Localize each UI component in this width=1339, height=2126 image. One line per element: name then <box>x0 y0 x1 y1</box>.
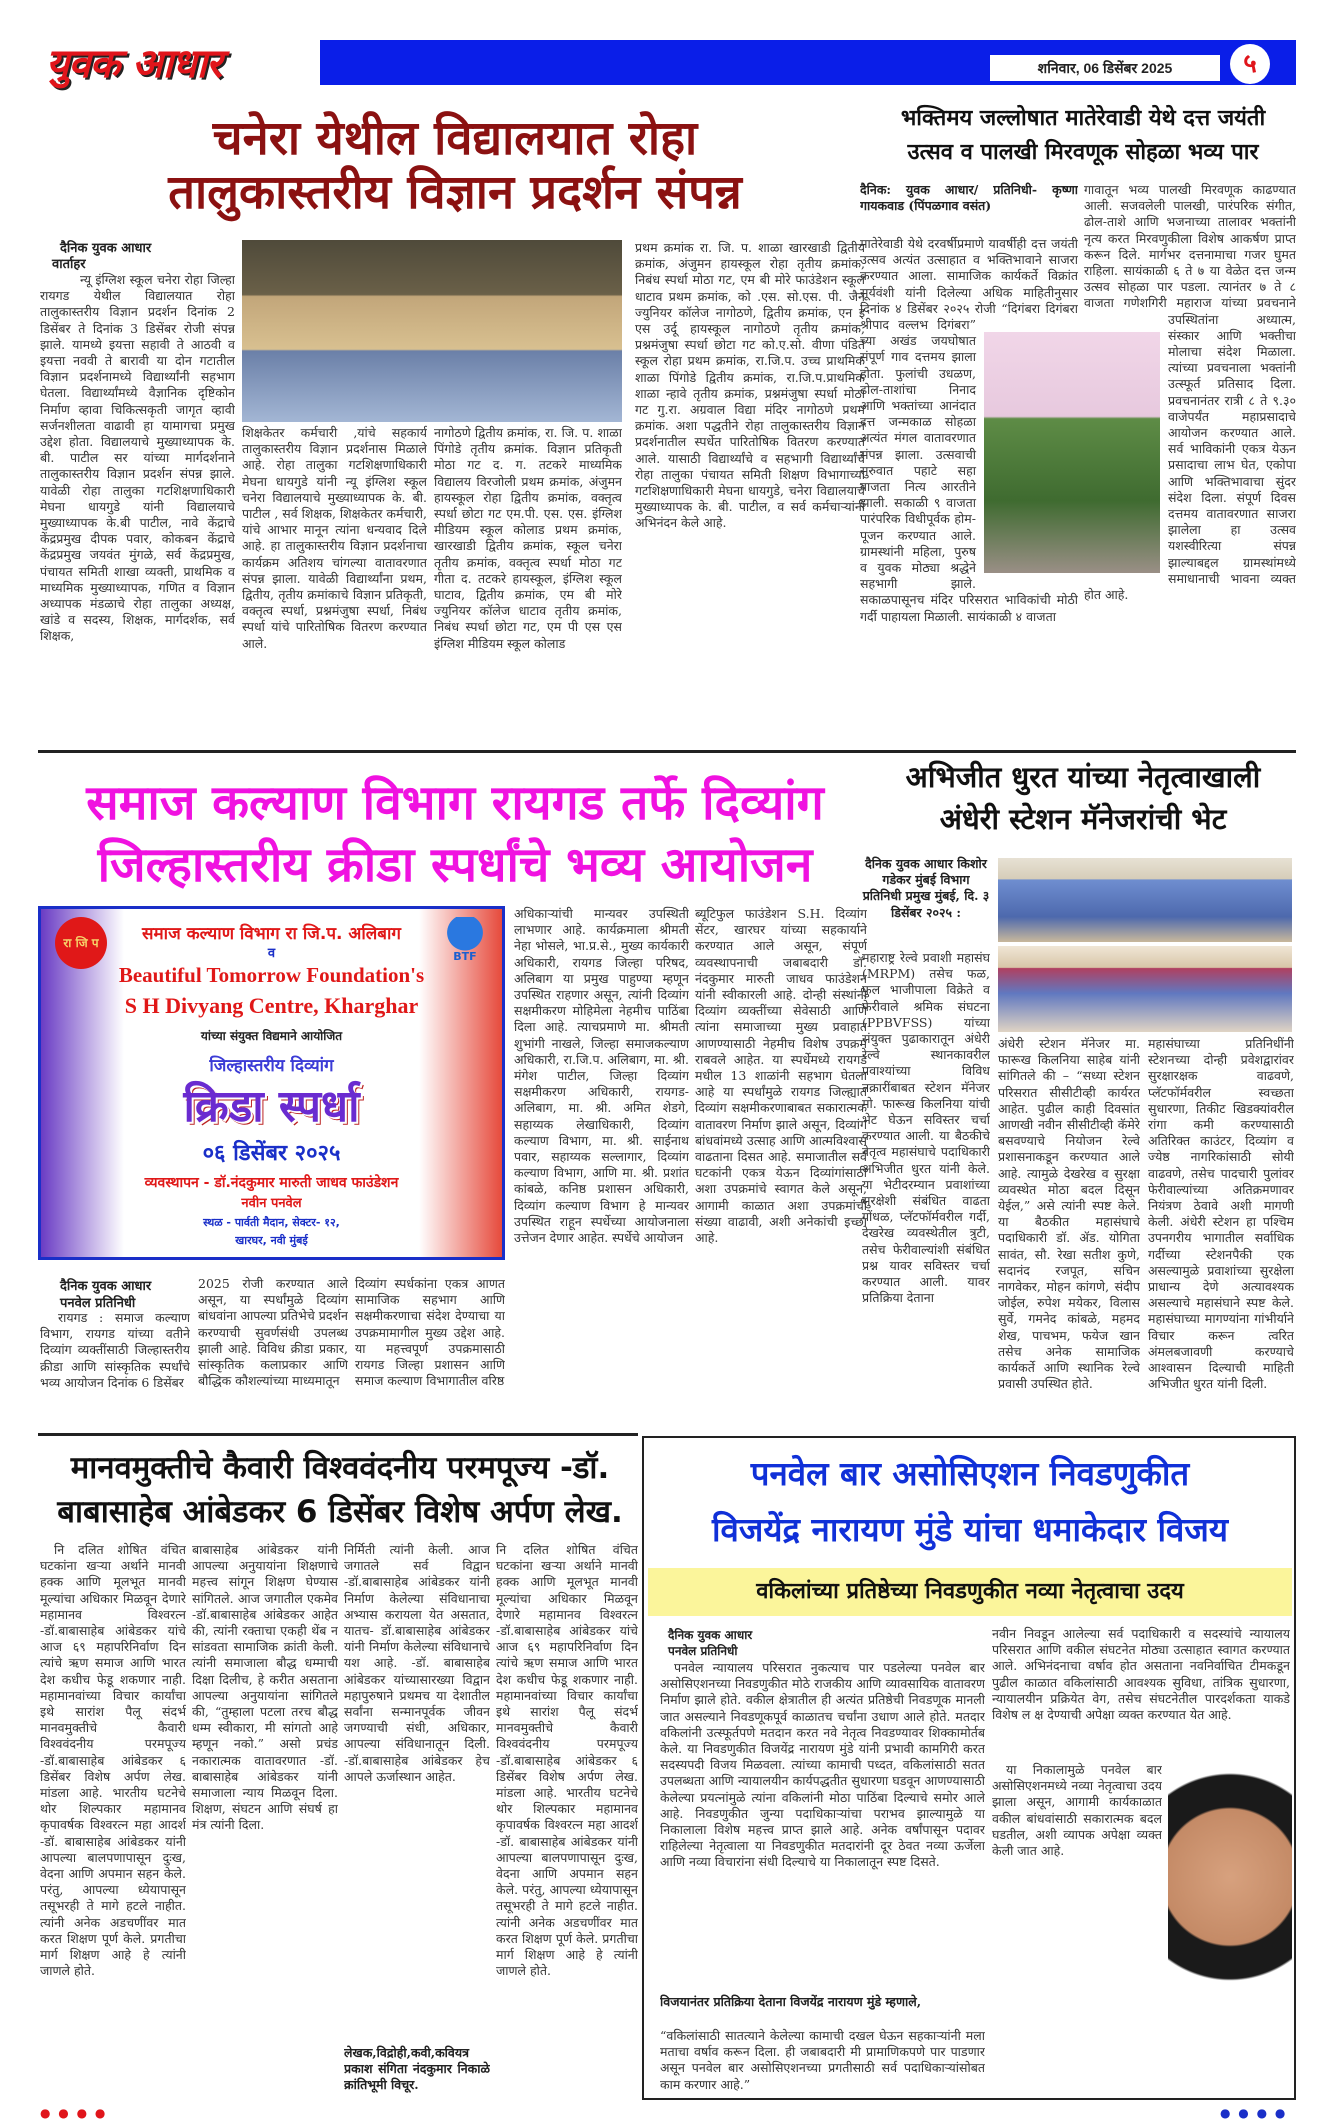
poster-management: व्यवस्थापन - डॉ.नंदकुमार मारुती जाधव फाउंडेशन <box>144 1175 399 1191</box>
meeting-photo <box>998 858 1292 942</box>
vijayendra-munde-portrait <box>1168 1760 1292 2094</box>
byline: दैनिक युवक आधार <box>60 241 152 256</box>
poster-text: व <box>267 946 276 961</box>
article-column: नागोठणे द्वितीय क्रमांक, रा. जि. प. शाळा पिंगोडे तृतीय क्रमांक. विज्ञान प्रतिकृती मोठा गट द. ग. तटकरे माध्यमिक विद्यालय विरजोली प्रथम क्रमांक, अंजुमन हायस्कूल रोहा द्वितीय क्रमांक, वक्तृत्व स्पर्धा छोटा गट एम.पी. एस. एस. इंग्लिश मीडियम स्कूल कोलाड प्रथम क्रमांक, खारखाडी द्वितीय क्रमांक, स्कूल चनेरा तृतीय क्रमांक, वक्तृत्व स्पर्धा मोठा गट गीता द. तटकरे हायस्कूल, इंग्लिश स्कूल घाटाव, द्वितीय क्रमांक, एम बी मोरे ज्युनियर कॉलेज धाटाव तृतीय क्रमांक, निबंध स्पर्धा छोटा गट, एम पी एस एस इंग्लिश मीडियम स्कूल कोलाड <box>434 425 622 651</box>
headline-line: उत्सव व पालखी मिरवणूक सोहळा भव्य पार <box>907 140 1259 165</box>
footer-dots-left: ● ● ● ● <box>40 2106 108 2120</box>
headline-line: जिल्हास्तरीय क्रीडा स्पर्धांचे भव्य आयोजन <box>97 837 813 893</box>
article-science-exhibition-headline <box>40 112 870 220</box>
poster-venue: खारघर, नवी मुंबई <box>235 1234 308 1247</box>
article-column: शिक्षकेतर कर्मचारी ,यांचे सहकार्य तालुकास्तरीय विज्ञान प्रदर्शनास मिळाले आहे. रोहा तालुका गटशिक्षणाधिकारी मेघना धायगुडे यांनी न्यू इंग्लिश स्कूल चनेरा विद्यालयाचे मुख्याध्यापक के. बी. पाटील , सर्व शिक्षक, शिक्षकेतर कर्मचारी, यांचे आभार मानून त्यांना धन्यवाद दिले आहे. हा तालुकास्तरीय विज्ञान प्रदर्शनाचा कार्यक्रम अतिशय चांगल्या वातावरणात संपन्न झाला. यावेळी विद्यार्थ्यांना प्रथम, द्वितीय, तृतीय क्रमांकाचे विज्ञान प्रतिकृती, वक्तृत्व स्पर्धा, प्रश्नमंजुषा स्पर्धा, निबंध स्पर्धा यांचे पारितोषिक वितरण करण्यात आले. <box>242 425 427 651</box>
group-photo <box>998 946 1292 1032</box>
article-andheri-station-headline <box>870 756 1296 840</box>
headline-line: मानवमुक्तीचे कैवारी विश्ववंदनीय परमपूज्य -डॉ. <box>70 1450 610 1486</box>
byline: दैनिक युवक आधार किशोर गडेकर मुंबई विभाग प्रतिनिधी प्रमुख मुंबई, दि. ३ डिसेंबर २०२५ : <box>862 856 990 920</box>
article-column: प्रथम क्रमांक रा. जि. प. शाळा खारखाडी द्वितीय क्रमांक, अंजुमन हायस्कूल रोहा तृतीय क्रमांक, निबंध स्पर्धा मोठा गट, एम बी मोरे फाउंडेशन स्कूल धाटाव प्रथम क्रमांक, को .एस. सो.एस. पी. जैन ज्युनियर कॉलेज नागोठणे, द्वितीय क्रमांक, एन इ एस उर्दू हायस्कूल नागोठणे तृतीय क्रमांक, प्रश्नमंजुषा स्पर्धा छोटा गट को.ए.सो. वीणा पंडित स्कूल रोहा प्रथम क्रमांक, रा.जि.प. उच्च प्राथमिक शाळा पिंगोडे द्वितीय क्रमांक, रा.जि.प.प्राथमिक शाळा न्हावे तृतीय क्रमांक, प्रश्नमंजुषा स्पर्धा मोठा गट गु.रा. अग्रवाल विद्या मंदिर नागोठणे प्रथम क्रमांक. अशा पद्धतीने रोहा तालुकास्तरीय विज्ञान प्रदर्शनातील स्पर्धेत पारितोषिक वितरण करण्यात आले. यासाठी विद्यार्थ्यांचे व सहभागी विद्यार्थ्यांचे रोहा तालुका पंचायत समिती शिक्षण विभागाच्या गटशिक्षणाधिकारी मेघना धायगुडे, चनेरा विद्यालयाचे मुख्याध्यापक के. बी. पाटील, व सर्व कर्मचाऱ्यांनी अभिनंदन केले आहे. <box>635 240 865 531</box>
headline-line: तालुकास्तरीय विज्ञान प्रदर्शन संपन्न <box>168 165 742 221</box>
headline-line: पनवेल बार असोसिएशन निवडणुकीत <box>750 1454 1190 1493</box>
zp-logo: रा जि प <box>55 917 107 969</box>
newspaper-logo: युवक आधार <box>38 40 320 88</box>
article-column: निर्मिती त्यांनी केली. आज जगातले सर्व विद्वान -डॉ.बाबासाहेब आंबेडकर यांनी निर्माण केलेल्या संविधानाचा अभ्यास करायला येत असतात, यातच- डॉ.बाबासाहेब आंबेडकर यांनी निर्माण केलेल्या संविधानाचे यश आहे. -डॉ. बाबासाहेब आंबेडकर यांच्यासारख्या विद्वान महापुरुषाने प्रथमच या देशातील सर्वांना सन्मानपूर्वक जीवन जगण्याची संधी, अधिकार, आपल्या संविधानातून दिली. -डॉ.बाबासाहेब आंबेडकर हेच आपले ऊर्जास्थान आहेत. <box>344 1542 490 1784</box>
byline: दैनिक युवक आधार <box>60 1279 152 1294</box>
author-credit: लेखक,विद्रोही,कवी,कवियत्र प्रकाश संगिता नंदकुमार निकाळे क्रांतिभूमी विचूर. <box>344 2045 490 2093</box>
poster-text: यांच्या संयुक्त विद्यमाने आयोजित <box>200 1029 343 1043</box>
page-number: ५ <box>1230 44 1270 84</box>
btf-logo: BTF <box>440 917 490 969</box>
article-column: नवीन निवडून आलेल्या सर्व पदाधिकारी व सदस्यांचे न्यायालय परिसरात आणि वकील संघटनेत मोठ्या उत्साहात स्वागत करण्यात आले. अभिनंदनाचा वर्षाव होत असताना नवनिर्वाचित टीमकडून पुढील काळात वकिलांसाठी आवश्यक सुविधा, तांत्रिक सुधारणा, न्यायालयीन प्रक्रियेत वेग, तसेच संघटनेतील पारदर्शकता याकडे विशेष ल क्ष देण्याची अपेक्षा व्यक्त करण्यात येत आहे. <box>992 1626 1290 1723</box>
headline-line: अंधेरी स्टेशन मॅनेजरांची भेट <box>939 802 1227 836</box>
section-divider <box>38 750 1296 753</box>
byline: पनवेल प्रतिनिधी <box>60 1296 136 1311</box>
article-datta-jayanti-headline <box>870 102 1296 170</box>
headline-line: अभिजीत धुरत यांच्या नेतृत्वाखाली <box>905 760 1261 794</box>
poster-centre: S H Divyang Centre, Kharghar <box>124 993 419 1018</box>
headline-line: समाज कल्याण विभाग रायगड तर्फे दिव्यांग <box>86 775 824 831</box>
poster-title: क्रिडा स्पर्धा <box>183 1081 360 1132</box>
byline: वार्ताहर <box>52 257 86 272</box>
poster-subtitle: जिल्हास्तरीय दिव्यांग <box>209 1056 334 1076</box>
article-column: अधिकाऱ्यांची मान्यवर उपस्थिती लाभणार आहे. कार्यक्रमाला श्रीमती नेहा भोसले, भा.प्र.से., मुख्य कार्यकारी अधिकारी, रायगड जिल्हा परिषद, अलिबाग या प्रमुख पाहुण्या म्हणून उपस्थित राहणार असून, त्यांनी दिव्यांग सक्षमीकरण मोहिमेला नेहमीच पाठिंबा दिला आहे. त्याचप्रमाणे मा. श्रीमती शुभांगी नाखले, जिल्हा समाजकल्याण अधिकारी, रा.जि.प. अलिबाग, मा. श्री. मंगेश पाटील, जिल्हा दिव्यांग सक्षमीकरण अधिकारी, रायगड-अलिबाग, मा. श्री. अमित शेडगे, सहाय्यक लेखाधिकारी, दिव्यांग कल्याण विभाग, मा. श्री. साईनाथ पवार, सहाय्यक सल्लागार, दिव्यांग कल्याण विभाग, आणि मा. श्री. प्रशांत कांबळे, कनिष्ठ प्रशासन अधिकारी, दिव्यांग कल्याण विभाग हे मान्यवर उपस्थित राहून स्पर्धेच्या आयोजनाला उत्तेजन देणार आहेत. स्पर्धेचे आयोजन <box>514 906 689 1246</box>
article-column: महाराष्ट्र रेल्वे प्रवाशी महासंघ (MRPM) तसेच फळ, फुल भाजीपाला विक्रेते व फेरीवाले श्रमिक संघटना (PPBVFSS) यांच्या संयुक्त पुढाकारातून अंधेरी रेल्वे स्थानकावरील प्रवाश्यांच्या विविध तक्रारींबाबत स्टेशन मॅनेजर मो. फारूख किलनिया यांची भेट घेऊन सविस्तर चर्चा करण्यात आली. या बैठकीचे नेतृत्व महासंघाचे पदाधिकारी अभिजीत धुरत यांनी केले. या भेटीदरम्यान प्रवाशांच्या सुरक्षेशी संबंधित वाढता गोंधळ, प्लॅटफॉर्मवरील गर्दी, देखरेख व्यवस्थेतील त्रुटी, तसेच फेरीवाल्यांशी संबंधित प्रश्न यावर सविस्तर चर्चा करण्यात आली. यावर प्रतिक्रिया देताना <box>862 950 990 1306</box>
article-column: या निकालामुळे पनवेल बार असोसिएशनमध्ये नव्या नेतृत्वाचा उदय झाला असून, आगामी कार्यकाळात वकील बांधवांसाठी सकारात्मक बदल घडतील, अशी व्यापक अपेक्षा व्यक्त केली जात आहे. <box>992 1762 1162 1859</box>
article-column-text: मातेरेवाडी येथे दरवर्षीप्रमाणे यावर्षीही दत्त जयंती उत्सव अत्यंत उत्साहात व भक्तिभावाने साजरा करण्यात आला. सामाजिक कार्यकर्ते विक्रांत सूर्यवंशी यांनी दिलेल्या अधिक माहितीनुसार दिनांक ४ डिसेंबर २०२५ रोजी “दिगंबरा दिगंबरा श्रीपाद वल्लभ दिगंबरा” च्या अखंड जयघोषात संपूर्ण गाव दत्तमय झाला होता. फुलांची उधळण, ढोल-ताशांचा निनाद आणि भक्तांच्या आनंदात दत्त जन्मकाळ सोहळा अत्यंत मंगल वातावरणात संपन्न झाला. उत्सवाची सुरुवात पहाटे सहा वाजता नित्य आरतीने झाली. सकाळी ९ वाजता पारंपरिक विधीपूर्वक होम-पूजन करण्यात आले. ग्रामस्थांनी महिला, पुरुष व युवक मोठ्या श्रद्धेने सहभागी झाले. सकाळपासूनच मंदिर परिसरात भाविकांची मोठी गर्दी पाहायला मिळाली. सायंकाळी ४ वाजता <box>860 236 1078 624</box>
poster-venue: स्थळ - पार्वती मैदान, सेक्टर- १२, <box>203 1216 340 1229</box>
quote: “वकिलांसाठी सातत्याने केलेल्या कामाची दखल घेऊन सहकाऱ्यांनी मला मताचा वर्षाव करून दिला. ही जबाबदारी मी प्रामाणिकपणे पार पाडणार असून पनवेल बार असोसिएशनच्या प्रगतीसाठी सर्व पदाधिकाऱ्यांसोबत काम करणार आहे.” <box>660 2028 985 2092</box>
article-subheadline: वकिलांच्या प्रतिष्ठेच्या निवडणुकीत नव्या नेतृत्वाचा उदय <box>648 1568 1292 1616</box>
article-column: न्यू इंग्लिश स्कूल चनेरा रोहा जिल्हा रायगड येथील विद्यालयात रोहा तालुकास्तरीय विज्ञान प्रदर्शन दिनांक 2 डिसेंबर ते दिनांक 3 डिसेंबर रोजी संपन्न झाले. यामध्ये इयत्ता सहावी ते आठवी व इयत्ता नववी ते बारावी या दोन गटातील विज्ञान प्रदर्शनामध्ये विद्यार्थ्यांनी सहभाग घेतला. विद्यार्थ्यांमध्ये वैज्ञानिक दृष्टिकोन निर्माण व्हावा चिकित्सकृती जागृत व्हावी सर्जनशीलता वाढावी हा यामागचा प्रमुख उद्देश होता. विद्यालयाचे मुख्याध्यापक के. बी. पाटील सर यांच्या मार्गदर्शनाने तालुकास्तरीय विज्ञान प्रदर्शन संपन्न झाले. यावेळी रोहा तालुका गटशिक्षणाधिकारी मेघना धायगुडे यांनी विद्यालयाचे मुख्याध्यापक के.बी पाटील, नावे केंद्राचे केंद्रप्रमुख दीपक पवार, कोकबन केंद्राचे केंद्रप्रमुख जयवंत मुंगळे, सर्व केंद्रप्रमुख, पंचायत समिती शाखा व्यक्ती, प्राथमिक व माध्यमिक मुख्याध्यापक, गणित व विज्ञान अध्यापक मंडळाचे रोहा तालुका अध्यक्ष, खांडे व सदस्य, शिक्षक, मार्गदर्शक, सर्व शिक्षक, <box>40 272 235 644</box>
headline-line: भक्तिमय जल्लोषात मातेरेवाडी येथे दत्त जयंती <box>900 106 1266 131</box>
article-ambedkar-headline <box>40 1446 640 1534</box>
article-column: ब्यूटिफुल फाउंडेशन S.H. दिव्यांग सेंटर, खारघर यांच्या सहकार्याने करण्यात आले असून, संपूर्ण व्यवस्थापनाची जबाबदारी डॉ. नंदकुमार मारुती जाधव फाउंडेशन यांनी स्वीकारली आहे. दोन्ही संस्थांनी दिव्यांग व्यक्तींच्या सेवेसाठी आणि त्यांना समाजाच्या मुख्य प्रवाहात आणण्यासाठी नेहमीच विशेष उपक्रम राबवले आहेत. या स्पर्धेमध्ये रायगड मधील 13 शाळांनी सहभाग घेतला आहे या स्पर्धांमुळे रायगड जिल्ह्यात दिव्यांग सक्षमीकरणाबाबत सकारात्मक वातावरण निर्माण झाले असून, दिव्यांग बांधवांमध्ये उत्साह आणि आत्मविश्वास वाढताना दिसत आहे. समाजातील सर्व घटकांनी एकत्र येऊन दिव्यांगांसाठी अशा उपक्रमांचे स्वागत केले असून, आगामी काळात अशा उपक्रमांची संख्या वाढावी, अशी अनेकांची इच्छा आहे. <box>695 906 867 1246</box>
science-exhibition-photo <box>242 240 622 422</box>
section-divider <box>38 1433 638 1436</box>
poster-date: ०६ डिसेंबर २०२५ <box>202 1141 341 1166</box>
article-column: पनवेल न्यायालय परिसरात नुकत्याच पार पडलेल्या पनवेल बार असोसिएशनच्या निवडणुकीत मोठे राजकीय आणि व्यावसायिक वातावरण निर्माण झाले होते. वकील क्षेत्रातील ही अत्यंत प्रतिष्ठेची निवडणूक मानली जात असल्याने निवडणूकपूर्व काळातच चर्चांना उधाण आले होते. मतदार वकिलांनी उत्स्फूर्तपणे मतदान करत नवे नेतृत्व निवडण्यावर शिक्कामोर्तब केले. या निवडणुकीत विजयेंद्र नारायण मुंडे यांनी प्रभावी कामगिरी करत सदस्यपदी विजय मिळवला. त्यांच्या कामाची पध्दत, वकिलांसाठी सतत उपलब्धता आणि न्यायालयीन कार्यपद्धतीत सुधारणा घडवून आणण्यासाठी केलेल्या प्रयत्नांमुळे त्यांना वकिलांनी मोठा पाठिंबा दिल्याचे समोर आले आहे. निवडणुकीत जुन्या पदाधिकाऱ्यांचा पराभव झाल्यामुळे या निकालाला विशेष महत्त्व प्राप्त झाले आहे. अनेक वर्षांपासून पदावर राहिलेल्या नेतृत्वाला या निवडणुकीत मतदारांनी दूर ठेवत नव्या ऊर्जेला आणि नव्या विचारांना संधी दिल्याचे या निकालातून स्पष्ट दिसते. <box>660 1660 985 1870</box>
article-divyang-sports-headline <box>40 772 870 896</box>
article-column: बाबासाहेब आंबेडकर यांनी आपल्या अनुयायांना शिक्षणाचे महत्त्व सांगून शिक्षण घेण्यास सांगितले. आज जगातील एकमेव -डॉ.बाबासाहेब आंबेडकर आहेत की, त्यांनी रक्ताचा एकही थेंब न सांडवता सामाजिक क्रांती केली. त्यांनी समाजाला बौद्ध धम्माची दिक्षा दिलीच, हे करीत असताना आपल्या अनुयायांना सांगितले की, “तुम्हाला पटला तरच बौद्ध धम्म स्वीकारा, मी सांगतो आहे म्हणून नको.” असो प्रचंड नकारात्मक वातावरणात -डॉ. बाबासाहेब आंबेडकर यांनी समाजाला न्याय मिळवून दिला. शिक्षण, संघटन आणि संघर्ष हा मंत्र त्यांनी दिला. <box>192 1542 338 1833</box>
poster-text: नवीन पनवेल <box>241 1196 302 1211</box>
article-column: महासंघाच्या प्रतिनिधींनी स्टेशनच्या दोन्ही प्रवेशद्वारांवर सुरक्षारक्षक वाढवणे, प्लॅटफॉर्मवरील स्वच्छता सुधारणा, तिकीट खिडक्यांवरील रांगा कमी करण्यासाठी अतिरिक्त काउंटर, दिव्यांग व ज्येष्ठ नागरिकांसाठी सोयी वाढवणे, तसेच पादचारी पुलांवर फेरीवाल्यांच्या अतिक्रमणावर नियंत्रण ठेवावे अशी मागणी केली. अंधेरी स्टेशन हा पश्चिम उपनगरीय भागातील सर्वाधिक गर्दीच्या स्टेशनपैकी एक असल्यामुळे प्रवाशांच्या सुरक्षेला प्राधान्य देणे अत्यावश्यक असल्याचे महासंघाने स्पष्ट केले. महासंघाच्या मागण्यांना गांभीर्याने विचार करून त्वरित अंमलबजावणी करण्याचे आश्वासन दिल्याची माहिती अभिजीत धुरत यांनी दिली. <box>1148 1036 1294 1392</box>
article-column: विजयानंतर प्रतिक्रिया देताना विजयेंद्र नारायण मुंडे म्हणाले, <box>660 1994 922 2009</box>
footer-dots-right: ● ● ● ● <box>1220 2106 1288 2120</box>
article-column: 2025 रोजी करण्यात आले असून, या स्पर्धांमुळे दिव्यांग बांधवांना आपल्या प्रतिभेचे प्रदर्शन करण्याची सुवर्णसंधी उपलब्ध झाली आहे. विविध क्रीडा प्रकार, सांस्कृतिक कलाप्रकार आणि बौद्धिक कौशल्यांच्या माध्यमातून <box>198 1276 348 1389</box>
article-column: अंधेरी स्टेशन मॅनेजर मा. फारूख किलनिया साहेब यांनी सांगितले की – “सध्या स्टेशन परिसरात सीसीटीव्ही कार्यरत आहेत. पुढील काही दिवसांत आणखी नवीन सीसीटीव्ही कॅमेरे बसवण्याचे नियोजन रेल्वे प्रशासनाकडून करण्यात आले आहे. त्यामुळे देखरेख व सुरक्षा व्यवस्थेत मोठा बदल दिसून येईल,” असे त्यांनी स्पष्ट केले. या बैठकीत महासंघाचे पदाधिकारी डॉ. ॲड. योगिता सावंत, सौ. रेखा सतीश कुणे, सदानंद रजपूत, सचिन नागवेकर, मोहन कांगणे, संदीप जोईल, रुपेश मयेकर, विलास सुर्वे, गमनेद कांबळे, महमद शेख, पाचभम, फयेज खान तसेच अनेक सामाजिक कार्यकर्ते आणि स्थानिक रेल्वे प्रवासी उपस्थित होते. <box>998 1036 1140 1392</box>
article-column: दिव्यांग स्पर्धकांना एकत्र आणत सामाजिक सहभाग आणि सक्षमीकरणाचा संदेश देण्याचा या उपक्रमामागील मुख्य उद्देश आहे. या महत्त्वपूर्ण उपक्रमासाठी रायगड जिल्हा प्रशासन आणि समाज कल्याण विभागातील वरिष्ठ <box>355 1276 505 1389</box>
article-column: नि दलित शोषित वंचित घटकांना खऱ्या अर्थाने मानवी हक्क आणि मूलभूत मानवी मूल्यांचा अधिकार मिळवून देणारे महामानव विश्वरत्न -डॉ.बाबासाहेब आंबेडकर यांचे आज ६९ महापरिनिर्वाण दिन त्यांचे ऋण समाज आणि भारत देश कधीच फेडू शकणार नाही. महामानवांच्या विचार कार्यांचा इथे सारांश पैलू संदर्भ मानवमुक्तीचे कैवारी विश्ववंदनीय परमपूज्य -डॉ.बाबासाहेब आंबेडकर ६ डिसेंबर विशेष अर्पण लेख. मांडला आहे. भारतीय घटनेचे थोर शिल्पकार महामानव कृपावर्षक विश्वरत्न महा आदर्श -डॉ. बाबासाहेब आंबेडकर यांनी आपल्या बालपणापासून दुःख, वेदना आणि अपमान सहन केले. परंतु, आपल्या ध्येयापासून तसूभरही ते मागे हटले नाहीत. त्यांनी अनेक अडचणींवर मात करत शिक्षण पूर्ण केले. प्रगतीचा मार्ग शिक्षण आहे हे त्यांनी जाणले होते. <box>40 1542 186 1979</box>
headline-line: चनेरा येथील विद्यालयात रोहा <box>212 111 698 166</box>
article-column-text: गावातून भव्य पालखी मिरवणूक काढण्यात आली. सजवलेली पालखी, पारंपरिक संगीत, ढोल-ताशे आणि भजनाच्या तालावर भक्तांनी नृत्य करत मिरवणुकीला विशेष आकर्षण प्राप्त करून दिले. मार्गभर दत्तनामाचा गजर घुमत राहिला. सायंकाळी ६ ते ७ या वेळेत दत्त जन्म उत्सव सोहळा पार पडला. त्यानंतर ७ ते ८ वाजता गणेशगिरी महाराज यांच्या प्रवचनाने उपस्थितांना अध्यात्म, संस्कार आणि भक्तीचा मोलाचा संदेश मिळाला. त्यांच्या प्रवचनाला भक्तांनी उत्स्फूर्त प्रतिसाद दिला. प्रवचनानंतर रात्री ८ ते ९.३० वाजेपर्यंत महाप्रसादाचे आयोजन करण्यात आले. सर्व भाविकांनी एकत्र येऊन प्रसादाचा लाभ घेत, एकोपा आणि भक्तिभावाचा सुंदर संदेश दिला. संपूर्ण दिवस दत्तमय वातावरणात साजरा झालेला हा उत्सव यशस्वीरित्या संपन्न झाल्याबद्दल ग्रामस्थांमध्ये समाधानाची भावना व्यक्त होत आहे. <box>1084 182 1296 603</box>
byline: दैनिक युवक आधार <box>668 1628 753 1642</box>
article-panvel-bar-headline <box>648 1446 1292 1558</box>
poster-organizer: समाज कल्याण विभाग रा जि.प. अलिबाग <box>142 924 401 944</box>
sports-event-poster <box>38 906 505 1260</box>
poster-foundation: Beautiful Tomorrow Foundation's <box>118 963 425 987</box>
palkhi-procession-photo <box>982 330 1162 575</box>
headline-line: बाबासाहेब आंबेडकर 6 डिसेंबर विशेष अर्पण लेख. <box>57 1494 623 1530</box>
headline-line: विजयेंद्र नारायण मुंडे यांचा धमाकेदार विजय <box>712 1510 1228 1549</box>
byline: पनवेल प्रतिनिधी <box>668 1644 738 1658</box>
article-column: रायगड : समाज कल्याण विभाग, रायगड यांच्या वतीने दिव्यांग व्यक्तींसाठी जिल्हास्तरीय क्रीडा आणि सांस्कृतिक स्पर्धांचे भव्य आयोजन दिनांक 6 डिसेंबर <box>40 1310 190 1390</box>
article-column: नि दलित शोषित वंचित घटकांना खऱ्या अर्थाने मानवी हक्क आणि मूलभूत मानवी मूल्यांचा अधिकार मिळवून देणारे महामानव विश्वरत्न -डॉ.बाबासाहेब आंबेडकर यांचे आज ६९ महापरिनिर्वाण दिन त्यांचे ऋण समाज आणि भारत देश कधीच फेडू शकणार नाही. महामानवांच्या विचार कार्यांचा इथे सारांश पैलू संदर्भ मानवमुक्तीचे कैवारी विश्ववंदनीय परमपूज्य -डॉ.बाबासाहेब आंबेडकर ६ डिसेंबर विशेष अर्पण लेख. मांडला आहे. भारतीय घटनेचे थोर शिल्पकार महामानव कृपावर्षक विश्वरत्न महा आदर्श -डॉ. बाबासाहेब आंबेडकर यांनी आपल्या बालपणापासून दुःख, वेदना आणि अपमान सहन केले. परंतु, आपल्या ध्येयापासून तसूभरही ते मागे हटले नाहीत. त्यांनी अनेक अडचणींवर मात करत शिक्षण पूर्ण केले. प्रगतीचा मार्ग शिक्षण आहे हे त्यांनी जाणले होते. <box>496 1542 638 1979</box>
issue-date: शनिवार, 06 डिसेंबर 2025 <box>990 55 1220 81</box>
byline: दैनिक: युवक आधार/ प्रतिनिधी- कृष्णा गायकवाड (पिंपळगाव वसंत) <box>860 182 1078 214</box>
